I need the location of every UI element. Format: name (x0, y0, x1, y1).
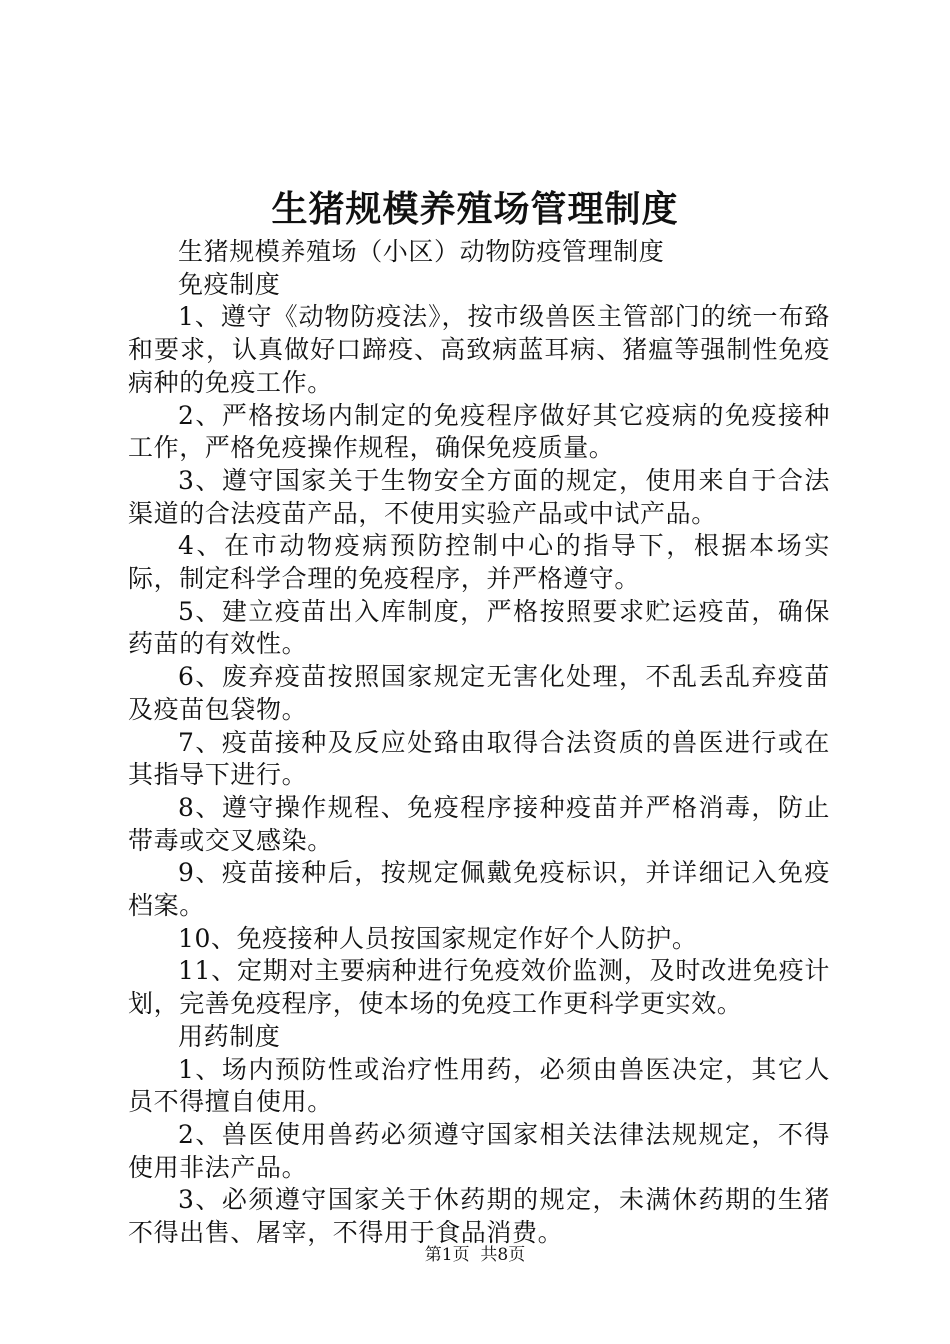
page-title: 生猪规模养殖场管理制度 (271, 188, 679, 230)
subtitle-paragraph: 生猪规模养殖场（小区）动物防疫管理制度 (178, 237, 665, 266)
section-heading-medication: 用药制度 (178, 1021, 281, 1051)
page-total: 共8页 (480, 1245, 526, 1265)
immunization-item-4: 4、在市动物疫病预防控制中心的指导下，根据本场实际，制定科学合理的免疫程序，并严格遵守。 (128, 531, 830, 594)
immunization-item-9: 9、疫苗接种后，按规定佩戴免疫标识，并详细记入免疫档案。 (128, 858, 830, 921)
immunization-item-11: 11、定期对主要病种进行免疫效价监测，及时改进免疫计划，完善免疫程序，使本场的免疫工作更科学更实效。 (128, 956, 830, 1019)
immunization-item-10: 10、免疫接种人员按国家规定作好个人防护。 (178, 923, 698, 953)
immunization-item-1: 1、遵守《动物防疫法》，按市级兽医主管部门的统一布臵和要求，认真做好口蹄疫、高致病蓝耳病、猪瘟等强制性免疫病种的免疫工作。 (128, 302, 830, 397)
medication-item-2: 2、兽医使用兽药必须遵守国家相关法律法规规定，不得使用非法产品。 (128, 1119, 830, 1182)
page-footer (0, 1243, 950, 1267)
immunization-item-6: 6、废弃疫苗按照国家规定无害化处理，不乱丢乱弃疫苗及疫苗包袋物。 (128, 662, 830, 724)
medication-item-3: 3、必须遵守国家关于休药期的规定，未满休药期的生猪不得出售、屠宰，不得用于食品消费。 (128, 1185, 830, 1248)
immunization-item-2: 2、严格按场内制定的免疫程序做好其它疫病的免疫接种工作，严格免疫操作规程，确保免疫质量。 (128, 400, 830, 463)
footer-separator (470, 1245, 481, 1265)
section-heading-immunization: 免疫制度 (178, 269, 281, 299)
page-number: 第1页 (424, 1245, 470, 1265)
medication-item-1: 1、场内预防性或治疗性用药，必须由兽医决定，其它人员不得擅自使用。 (128, 1054, 830, 1117)
immunization-item-7: 7、疫苗接种及反应处臵由取得合法资质的兽医进行或在其指导下进行。 (128, 727, 830, 790)
immunization-item-8: 8、遵守操作规程、免疫程序接种疫苗并严格消毒，防止带毒或交叉感染。 (128, 792, 830, 855)
document-body (128, 236, 830, 1250)
immunization-item-3: 3、遵守国家关于生物安全方面的规定，使用来自于合法渠道的合法疫苗产品，不使用实验产品或中试产品。 (128, 465, 830, 528)
immunization-item-5: 5、建立疫苗出入库制度，严格按照要求贮运疫苗，确保药苗的有效性。 (128, 596, 830, 659)
